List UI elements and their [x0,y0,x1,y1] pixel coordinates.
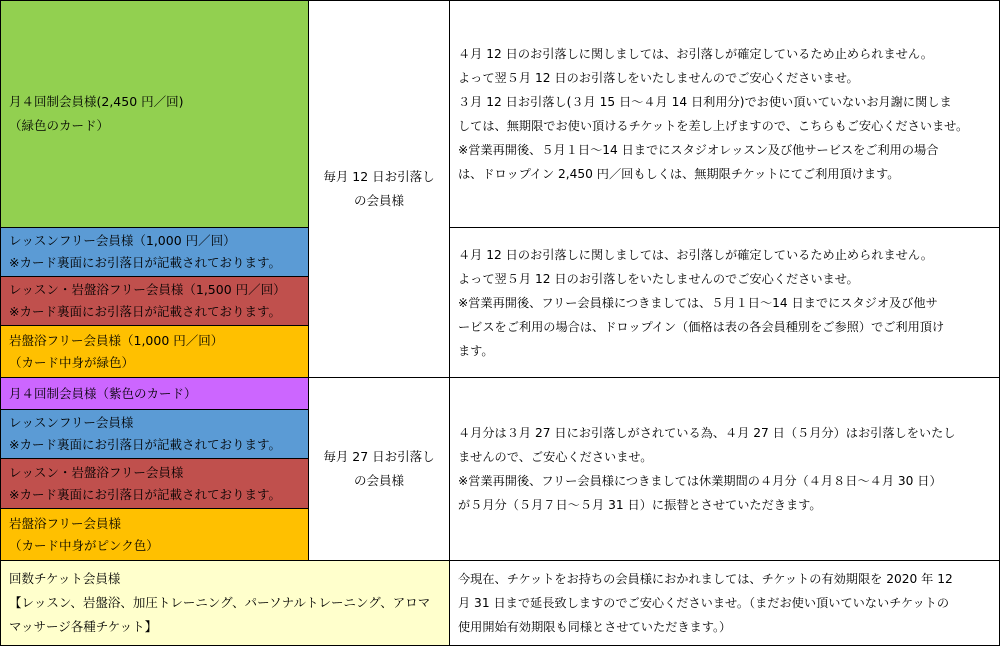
member-label: レッスンフリー会員様 [9,415,134,430]
billing-cell-27th [308,377,450,561]
note-line: ます。 [458,343,494,358]
note-line: ４月 12 日のお引落しに関しましては、お引落しが確定しているため止められません。 [458,47,933,61]
note-line: は、ドロップイン 2,450 円／回もしくは、無期限チケットにてご利用頂けます。 [458,167,900,181]
note-line: 使用開始有効期限も同様とさせていただきます。） [458,620,732,634]
member-label: 回数チケット会員様 [9,571,121,586]
note-line: ３月 12 日お引落し(３月 15 日～４月 14 日利用分)でお使い頂いていないお月謝に関しま [458,95,952,109]
note-line: よって翌５月 12 日のお引落しをいたしませんのでご安心くださいませ。 [458,271,859,286]
member-cell-lesson-bedrock-free-27 [0,458,309,509]
member-cell-lesson-free-27 [0,409,309,459]
member-label: 岩盤浴フリー会員様（1,000 円／回） [9,332,224,348]
member-label: 【レッスン、岩盤浴、加圧トレーニング、パーソナルトレーニング、アロマ [9,595,431,610]
note-line: 月 31 日まで延長致しますのでご安心くださいませ。（まだお使い頂いていないチケットの [458,596,950,610]
member-cell-lesson-free [0,227,309,277]
billing-label: の会員様 [353,473,404,488]
member-label: （緑色のカード） [9,118,110,133]
member-label: レッスンフリー会員様（1,000 円／回） [9,233,236,248]
billing-label: 毎月 27 日お引落し [323,449,435,464]
note-line: ４月分は３月 27 日にお引落しがされている為、４月 27 日（５月分）はお引落しをいたし [458,426,956,440]
member-cell-ticket [0,560,450,646]
billing-label: の会員様 [353,193,404,208]
note-cell-12th-monthly [449,0,1000,228]
member-cell-lesson-bedrock-free [0,276,309,326]
billing-label: 毎月 12 日お引落し [323,169,435,184]
note-cell-12th-free [449,227,1000,378]
member-label: （カード中身がピンク色） [9,537,159,553]
member-cell-4times-green [0,0,309,228]
member-cell-4times-purple [0,377,309,410]
note-line: よって翌５月 12 日のお引落しをいたしませんのでご安心くださいませ。 [458,71,859,85]
member-label: ※カード裏面にお引落日が記載されております。 [9,486,281,502]
note-line: しては、無期限でお使い頂けるチケットを差し上げますので、こちらもご安心くださいませ。 [458,119,969,133]
note-line: ービスをご利用の場合は、ドロップイン（価格は表の各会員種別をご参照）でご利用頂け [458,319,945,334]
member-label: （カード中身が緑色） [9,354,135,370]
note-line: ※営業再開後、フリー会員様につきましては休業期間の４月分（４月８日～４月 30 日） [458,474,942,488]
member-label: ※カード裏面にお引落日が記載されております。 [9,255,281,270]
member-label: マッサージ各種チケット】 [9,619,158,634]
note-line: ませんので、ご安心くださいませ。 [458,450,653,464]
member-cell-bedrock-free-27 [0,508,309,561]
member-label: ※カード裏面にお引落日が記載されております。 [9,304,281,319]
member-label: 月４回制会員様（紫色のカード） [9,385,197,401]
note-line: ※営業再開後、フリー会員様につきましては、５月１日～14 日までにスタジオ及び他サ [458,295,938,310]
note-line: 今現在、チケットをお持ちの会員様におかれましては、チケットの有効期限を 2020 年 12 [458,572,953,586]
member-label: ※カード裏面にお引落日が記載されております。 [9,437,281,452]
member-label: レッスン・岩盤浴フリー会員様（1,500 円／回） [9,282,286,297]
note-cell-ticket [449,560,1000,646]
note-cell-27th [449,377,1000,561]
note-line: が５月分（５月７日～５月 31 日）に振替とさせていただきます。 [458,498,822,512]
billing-cell-12th [308,0,450,378]
member-cell-bedrock-free [0,325,309,378]
member-label: 岩盤浴フリー会員様 [9,515,122,531]
note-line: ４月 12 日のお引落しに関しましては、お引落しが確定しているため止められません。 [458,247,933,262]
member-label: 月４回制会員様(2,450 円／回) [9,94,184,109]
note-line: ※営業再開後、５月１日～14 日までにスタジオレッスン及び他サービスをご利用の場合 [458,143,939,157]
member-label: レッスン・岩盤浴フリー会員様 [9,464,184,480]
